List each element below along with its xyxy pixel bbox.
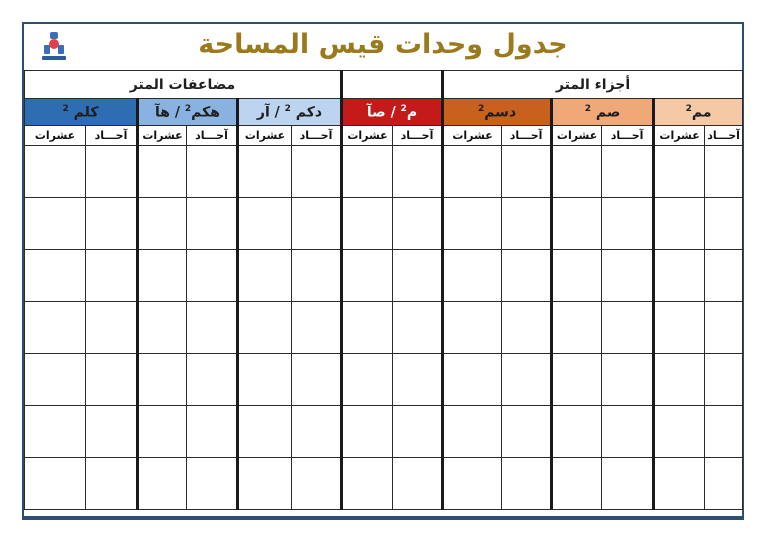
group-header-row [25, 71, 743, 99]
unit-label: كلم [68, 104, 99, 121]
empty-cell[interactable] [552, 198, 602, 250]
empty-cell[interactable] [187, 406, 238, 458]
empty-cell[interactable] [138, 250, 187, 302]
empty-cell[interactable] [602, 354, 654, 406]
empty-cell[interactable] [238, 250, 292, 302]
empty-cell[interactable] [138, 198, 187, 250]
table-frame [22, 22, 744, 518]
ones-column-header: آحـــاد [393, 126, 443, 146]
unit-header-2 [552, 99, 654, 126]
unit-exponent: 2 [184, 103, 192, 114]
empty-cell[interactable] [25, 146, 86, 198]
table-row [25, 354, 743, 406]
empty-cell[interactable] [187, 354, 238, 406]
empty-cell[interactable] [342, 198, 393, 250]
empty-cell[interactable] [393, 406, 443, 458]
empty-cell[interactable] [187, 302, 238, 354]
empty-cell[interactable] [443, 302, 502, 354]
empty-cell[interactable] [25, 354, 86, 406]
empty-cell[interactable] [238, 406, 292, 458]
empty-cell[interactable] [393, 250, 443, 302]
table-row [25, 302, 743, 354]
tens-column-header: عشرات [138, 126, 187, 146]
empty-cell[interactable] [502, 458, 552, 510]
empty-cell[interactable] [138, 302, 187, 354]
empty-cell[interactable] [602, 406, 654, 458]
empty-cell[interactable] [705, 458, 743, 510]
unit-header-4 [342, 99, 443, 126]
tens-column-header: عشرات [25, 126, 86, 146]
group-meter [342, 71, 443, 99]
unit-exponent: 2 [584, 103, 592, 114]
empty-cell[interactable] [502, 354, 552, 406]
empty-cell[interactable] [502, 406, 552, 458]
empty-cell[interactable] [602, 458, 654, 510]
empty-cell[interactable] [292, 198, 342, 250]
empty-cell[interactable] [602, 146, 654, 198]
empty-cell[interactable] [552, 458, 602, 510]
empty-cell[interactable] [292, 406, 342, 458]
empty-cell[interactable] [187, 250, 238, 302]
ones-column-header: آحـــاد [502, 126, 552, 146]
unit-header-7 [25, 99, 138, 126]
empty-cell[interactable] [602, 302, 654, 354]
empty-cell[interactable] [86, 458, 138, 510]
unit-header-3 [443, 99, 552, 126]
empty-cell[interactable] [86, 250, 138, 302]
ones-column-header: آحـــاد [187, 126, 238, 146]
empty-cell[interactable] [25, 302, 86, 354]
empty-cell[interactable] [138, 354, 187, 406]
unit-header-5 [238, 99, 342, 126]
unit-alt-label: / صآ [366, 104, 401, 121]
unit-label: هكم [191, 104, 220, 121]
table-row [25, 458, 743, 510]
empty-cell[interactable] [502, 250, 552, 302]
empty-cell[interactable] [602, 250, 654, 302]
tens-column-header: عشرات [342, 126, 393, 146]
page-title: جدول وحدات قيس المساحة [198, 29, 568, 60]
empty-cell[interactable] [705, 302, 743, 354]
empty-cell[interactable] [292, 250, 342, 302]
empty-cell[interactable] [393, 354, 443, 406]
empty-cell[interactable] [138, 146, 187, 198]
empty-cell[interactable] [86, 146, 138, 198]
unit-header-1 [654, 99, 743, 126]
digit-header-row [25, 126, 743, 146]
empty-cell[interactable] [654, 354, 705, 406]
unit-header-row [25, 99, 743, 126]
unit-label: دكم [290, 104, 323, 121]
empty-cell[interactable] [443, 250, 502, 302]
tens-column-header: عشرات [552, 126, 602, 146]
empty-cell[interactable] [86, 406, 138, 458]
empty-cell[interactable] [292, 302, 342, 354]
empty-cell[interactable] [705, 146, 743, 198]
empty-cell[interactable] [25, 458, 86, 510]
empty-cell[interactable] [187, 198, 238, 250]
title-bar [24, 24, 742, 71]
empty-cell[interactable] [443, 198, 502, 250]
empty-cell[interactable] [393, 458, 443, 510]
empty-cell[interactable] [238, 458, 292, 510]
ones-column-header: آحـــاد [705, 126, 743, 146]
unit-alt-label: / هآ [155, 104, 185, 121]
tens-column-header: عشرات [443, 126, 502, 146]
empty-cell[interactable] [552, 302, 602, 354]
group-multiples-of-meter: مضاعفات المتر [25, 71, 342, 99]
empty-cell[interactable] [25, 406, 86, 458]
empty-cell[interactable] [342, 458, 393, 510]
empty-cell[interactable] [238, 198, 292, 250]
empty-cell[interactable] [552, 354, 602, 406]
empty-cell[interactable] [654, 198, 705, 250]
empty-cell[interactable] [705, 198, 743, 250]
empty-cell[interactable] [502, 198, 552, 250]
bottom-rule [22, 518, 744, 520]
empty-cell[interactable] [342, 146, 393, 198]
ones-column-header: آحـــاد [292, 126, 342, 146]
empty-cell[interactable] [654, 302, 705, 354]
empty-cell[interactable] [86, 302, 138, 354]
unit-alt-label: / آر [256, 104, 285, 121]
empty-cell[interactable] [187, 146, 238, 198]
empty-cell[interactable] [138, 406, 187, 458]
empty-cell[interactable] [502, 146, 552, 198]
ones-column-header: آحـــاد [602, 126, 654, 146]
empty-cell[interactable] [238, 302, 292, 354]
empty-cell[interactable] [393, 302, 443, 354]
table-row [25, 406, 743, 458]
empty-cell[interactable] [602, 198, 654, 250]
empty-cell[interactable] [443, 458, 502, 510]
unit-label: صم [591, 104, 621, 121]
table-row [25, 250, 743, 302]
empty-cell[interactable] [187, 458, 238, 510]
empty-cell[interactable] [654, 406, 705, 458]
empty-cell[interactable] [393, 146, 443, 198]
empty-cell[interactable] [443, 406, 502, 458]
empty-cell[interactable] [552, 146, 602, 198]
unit-exponent: 2 [685, 103, 692, 114]
empty-cell[interactable] [443, 354, 502, 406]
empty-cell[interactable] [292, 458, 342, 510]
empty-cell[interactable] [292, 146, 342, 198]
empty-cell[interactable] [654, 250, 705, 302]
empty-cell[interactable] [654, 458, 705, 510]
unit-exponent: 2 [62, 103, 69, 114]
empty-cell[interactable] [25, 198, 86, 250]
empty-cell[interactable] [342, 354, 393, 406]
empty-cell[interactable] [342, 406, 393, 458]
unit-header-6 [138, 99, 238, 126]
unit-exponent: 2 [284, 103, 291, 114]
unit-exponent: 2 [477, 103, 485, 114]
empty-cell[interactable] [443, 146, 502, 198]
unit-label: م [406, 104, 418, 121]
table-row [25, 146, 743, 198]
empty-cell[interactable] [705, 250, 743, 302]
empty-cell[interactable] [705, 406, 743, 458]
empty-cell[interactable] [25, 250, 86, 302]
empty-cell[interactable] [238, 146, 292, 198]
empty-cell[interactable] [138, 458, 187, 510]
unit-label: دسم [484, 104, 517, 121]
ones-column-header: آحـــاد [86, 126, 138, 146]
empty-cell[interactable] [552, 406, 602, 458]
empty-cell[interactable] [393, 198, 443, 250]
empty-cell[interactable] [552, 250, 602, 302]
empty-cell[interactable] [705, 354, 743, 406]
table-row [25, 198, 743, 250]
empty-cell[interactable] [502, 302, 552, 354]
group-parts-of-meter: أجزاء المتر [443, 71, 743, 99]
tens-column-header: عشرات [654, 126, 705, 146]
empty-cell[interactable] [342, 302, 393, 354]
empty-cell[interactable] [86, 354, 138, 406]
unit-exponent: 2 [400, 103, 407, 114]
empty-cell[interactable] [238, 354, 292, 406]
area-units-table [24, 70, 743, 510]
empty-cell[interactable] [654, 146, 705, 198]
empty-cell[interactable] [342, 250, 393, 302]
tens-column-header: عشرات [238, 126, 292, 146]
unit-label: مم [691, 104, 712, 121]
empty-cell[interactable] [86, 198, 138, 250]
empty-cell[interactable] [292, 354, 342, 406]
